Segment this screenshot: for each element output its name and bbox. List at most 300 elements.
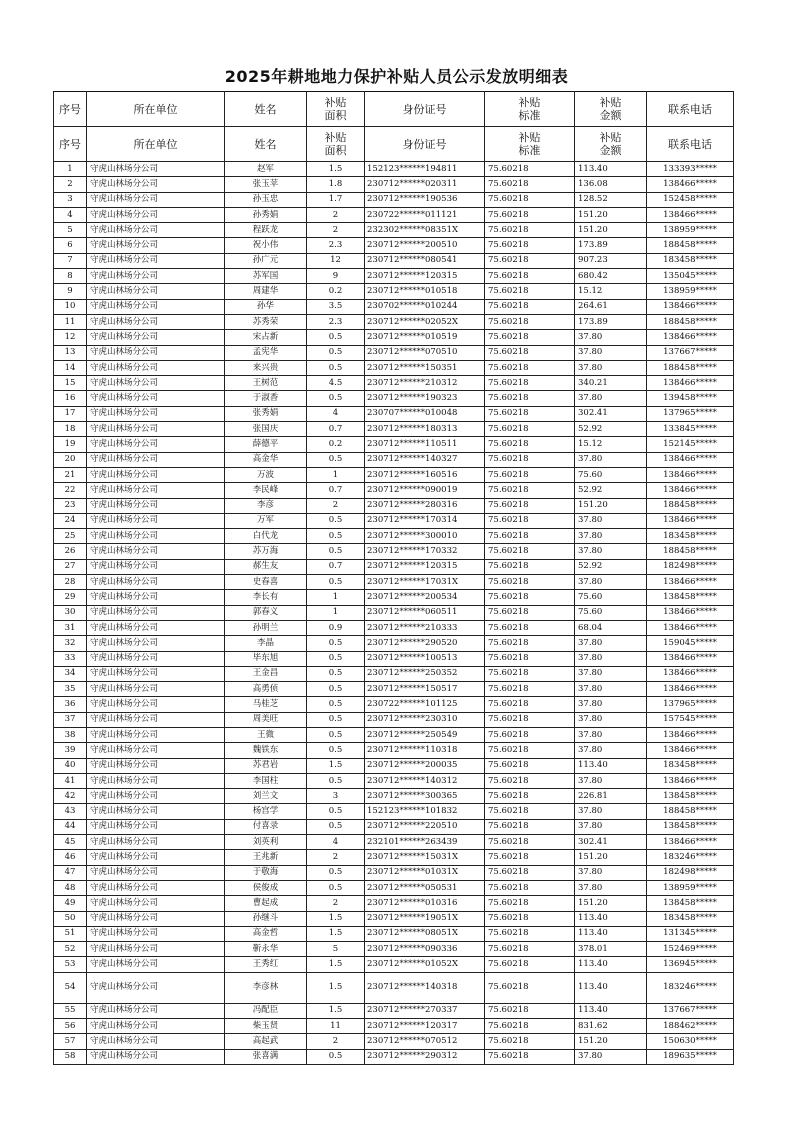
cell-index: 32 [54,636,87,651]
cell-unit: 守虎山林场分公司 [87,253,225,268]
cell-area: 3 [307,789,365,804]
cell-name: 李国柱 [225,773,307,788]
table-row [54,406,734,421]
cell-id-number: 230712******010316 [365,896,485,911]
cell-name: 高勇侦 [225,682,307,697]
cell-unit: 守虎山林场分公司 [87,666,225,681]
table-row [54,972,734,1003]
cell-phone: 136945***** [647,957,734,972]
cell-index: 1 [54,162,87,177]
cell-name: 万波 [225,467,307,482]
cell-phone: 135045***** [647,269,734,284]
cell-name: 孟宪华 [225,345,307,360]
cell-area: 0.5 [307,865,365,880]
table-row [54,835,734,850]
cell-index: 34 [54,666,87,681]
cell-phone: 138959***** [647,880,734,895]
cell-id-number: 230712******170332 [365,544,485,559]
cell-index: 16 [54,391,87,406]
cell-standard: 75.60218 [485,819,575,834]
cell-amount: 37.80 [575,880,647,895]
table-row [54,391,734,406]
cell-name: 于淑香 [225,391,307,406]
cell-id-number: 230712******300010 [365,529,485,544]
cell-index: 23 [54,498,87,513]
cell-index: 7 [54,253,87,268]
table-row [54,789,734,804]
cell-standard: 75.60218 [485,192,575,207]
cell-id-number: 230712******290520 [365,636,485,651]
cell-phone: 188458***** [647,498,734,513]
cell-unit: 守虎山林场分公司 [87,467,225,482]
cell-standard: 75.60218 [485,957,575,972]
cell-amount: 68.04 [575,620,647,635]
cell-standard: 75.60218 [485,376,575,391]
table-row [54,544,734,559]
cell-area: 0.5 [307,819,365,834]
cell-amount: 37.80 [575,819,647,834]
cell-standard: 75.60218 [485,972,575,1003]
cell-phone: 133393***** [647,162,734,177]
cell-unit: 守虎山林场分公司 [87,162,225,177]
cell-amount: 52.92 [575,559,647,574]
cell-id-number: 230712******100513 [365,651,485,666]
cell-standard: 75.60218 [485,253,575,268]
cell-amount: 113.40 [575,926,647,941]
cell-name: 苏军国 [225,269,307,284]
cell-name: 王兆新 [225,850,307,865]
cell-unit: 守虎山林场分公司 [87,529,225,544]
cell-phone: 138466***** [647,207,734,222]
cell-area: 1.5 [307,1003,365,1018]
cell-standard: 75.60218 [485,896,575,911]
cell-unit: 守虎山林场分公司 [87,238,225,253]
cell-amount: 37.80 [575,865,647,880]
cell-phone: 138466***** [647,452,734,467]
cell-standard: 75.60218 [485,758,575,773]
cell-unit: 守虎山林场分公司 [87,926,225,941]
cell-unit: 守虎山林场分公司 [87,804,225,819]
cell-standard: 75.60218 [485,575,575,590]
cell-unit: 守虎山林场分公司 [87,345,225,360]
table-row [54,513,734,528]
cell-phone: 188458***** [647,314,734,329]
cell-index: 15 [54,376,87,391]
cell-id-number: 230712******15031X [365,850,485,865]
cell-index: 5 [54,223,87,238]
cell-standard: 75.60218 [485,682,575,697]
table-header-row-repeat [54,127,734,162]
cell-standard: 75.60218 [485,467,575,482]
cell-phone: 137667***** [647,1003,734,1018]
cell-standard: 75.60218 [485,330,575,345]
cell-amount: 37.80 [575,773,647,788]
cell-phone: 188458***** [647,804,734,819]
cell-name: 李彦 [225,498,307,513]
cell-index: 39 [54,743,87,758]
cell-standard: 75.60218 [485,299,575,314]
cell-id-number: 230712******08051X [365,926,485,941]
cell-name: 马桂芝 [225,697,307,712]
cell-area: 0.9 [307,620,365,635]
cell-standard: 75.60218 [485,360,575,375]
cell-unit: 守虎山林场分公司 [87,192,225,207]
cell-name: 张玉苹 [225,177,307,192]
cell-phone: 138466***** [647,330,734,345]
table-row [54,957,734,972]
cell-amount: 113.40 [575,972,647,1003]
cell-index: 14 [54,360,87,375]
cell-area: 11 [307,1019,365,1034]
cell-area: 0.5 [307,544,365,559]
cell-area: 0.5 [307,330,365,345]
cell-name: 毕东旭 [225,651,307,666]
cell-phone: 150630***** [647,1034,734,1049]
cell-standard: 75.60218 [485,926,575,941]
cell-id-number: 230712******070510 [365,345,485,360]
cell-standard: 75.60218 [485,712,575,727]
cell-id-number: 230712******280316 [365,498,485,513]
cell-name: 孙广元 [225,253,307,268]
cell-index: 36 [54,697,87,712]
header-cell-index: 序号 [54,127,87,162]
cell-index: 19 [54,437,87,452]
cell-name: 冯配臣 [225,1003,307,1018]
cell-phone: 138466***** [647,773,734,788]
cell-id-number: 230712******250352 [365,666,485,681]
cell-standard: 75.60218 [485,911,575,926]
table-row [54,942,734,957]
header-standard-label: 补贴标准 [518,131,541,157]
table-row [54,926,734,941]
cell-id-number: 230712******010518 [365,284,485,299]
cell-name: 孙继斗 [225,911,307,926]
cell-standard: 75.60218 [485,483,575,498]
cell-area: 0.5 [307,697,365,712]
cell-name: 宋占新 [225,330,307,345]
cell-amount: 378.01 [575,942,647,957]
cell-unit: 守虎山林场分公司 [87,223,225,238]
cell-amount: 37.80 [575,666,647,681]
cell-index: 33 [54,651,87,666]
cell-name: 苏君岩 [225,758,307,773]
cell-standard: 75.60218 [485,773,575,788]
cell-area: 0.5 [307,391,365,406]
cell-standard: 75.60218 [485,835,575,850]
cell-phone: 138466***** [647,605,734,620]
cell-unit: 守虎山林场分公司 [87,1049,225,1064]
cell-standard: 75.60218 [485,238,575,253]
cell-id-number: 230712******210333 [365,620,485,635]
cell-standard: 75.60218 [485,850,575,865]
cell-standard: 75.60218 [485,605,575,620]
cell-index: 22 [54,483,87,498]
header-standard-label: 补贴标准 [518,96,541,122]
cell-standard: 75.60218 [485,804,575,819]
cell-area: 0.5 [307,682,365,697]
cell-amount: 302.41 [575,835,647,850]
cell-amount: 680.42 [575,269,647,284]
cell-phone: 159045***** [647,636,734,651]
table-row [54,697,734,712]
cell-area: 2 [307,498,365,513]
cell-amount: 340.21 [575,376,647,391]
cell-name: 高金哲 [225,926,307,941]
cell-name: 祝小伟 [225,238,307,253]
table-row [54,360,734,375]
cell-area: 2 [307,1034,365,1049]
cell-id-number: 230712******120317 [365,1019,485,1034]
cell-standard: 75.60218 [485,177,575,192]
cell-index: 18 [54,422,87,437]
cell-unit: 守虎山林场分公司 [87,330,225,345]
cell-id-number: 230712******270337 [365,1003,485,1018]
cell-standard: 75.60218 [485,1003,575,1018]
cell-standard: 75.60218 [485,590,575,605]
cell-area: 5 [307,942,365,957]
header-area-label: 补贴面积 [324,96,347,122]
cell-name: 柴玉贤 [225,1019,307,1034]
cell-name: 高起武 [225,1034,307,1049]
cell-area: 2.3 [307,238,365,253]
cell-phone: 183246***** [647,850,734,865]
cell-name: 来兴贵 [225,360,307,375]
cell-id-number: 230712******120315 [365,269,485,284]
cell-phone: 138959***** [647,284,734,299]
cell-name: 王秀红 [225,957,307,972]
cell-phone: 157545***** [647,712,734,727]
cell-amount: 113.40 [575,1003,647,1018]
cell-phone: 182498***** [647,559,734,574]
cell-index: 38 [54,727,87,742]
cell-phone: 152458***** [647,192,734,207]
cell-phone: 138466***** [647,483,734,498]
cell-index: 24 [54,513,87,528]
cell-area: 9 [307,269,365,284]
table-row [54,345,734,360]
table-row [54,452,734,467]
cell-index: 11 [54,314,87,329]
cell-id-number: 230712******220510 [365,819,485,834]
cell-amount: 15.12 [575,437,647,452]
cell-index: 54 [54,972,87,1003]
cell-name: 张秀娟 [225,406,307,421]
cell-index: 10 [54,299,87,314]
table-row [54,284,734,299]
cell-id-number: 230722******011121 [365,207,485,222]
table-row [54,850,734,865]
cell-index: 45 [54,835,87,850]
cell-amount: 151.20 [575,498,647,513]
cell-standard: 75.60218 [485,942,575,957]
cell-amount: 151.20 [575,896,647,911]
cell-phone: 183246***** [647,972,734,1003]
cell-area: 12 [307,253,365,268]
cell-id-number: 230722******101125 [365,697,485,712]
table-row [54,269,734,284]
cell-area: 2.3 [307,314,365,329]
table-row [54,483,734,498]
cell-index: 46 [54,850,87,865]
table-header-row [54,92,734,127]
page-title: 2025年耕地地力保护补贴人员公示发放明细表 [224,67,569,86]
cell-area: 0.5 [307,636,365,651]
cell-standard: 75.60218 [485,345,575,360]
cell-unit: 守虎山林场分公司 [87,422,225,437]
header-cell-unit: 所在单位 [87,92,225,127]
cell-id-number: 230712******070512 [365,1034,485,1049]
cell-area: 3.5 [307,299,365,314]
cell-id-number: 230712******200510 [365,238,485,253]
cell-unit: 守虎山林场分公司 [87,314,225,329]
cell-index: 4 [54,207,87,222]
cell-name: 张喜满 [225,1049,307,1064]
cell-index: 42 [54,789,87,804]
cell-id-number: 230712******01052X [365,957,485,972]
cell-id-number: 230712******140318 [365,972,485,1003]
table-row [54,192,734,207]
cell-standard: 75.60218 [485,162,575,177]
cell-index: 8 [54,269,87,284]
cell-index: 21 [54,467,87,482]
header-cell-id: 身份证号 [365,92,485,127]
table-row [54,314,734,329]
cell-area: 1.7 [307,192,365,207]
cell-unit: 守虎山林场分公司 [87,391,225,406]
cell-amount: 264.61 [575,299,647,314]
cell-name: 苏万海 [225,544,307,559]
cell-phone: 183458***** [647,253,734,268]
table-row [54,299,734,314]
cell-id-number: 230702******010244 [365,299,485,314]
cell-index: 51 [54,926,87,941]
cell-id-number: 230712******020311 [365,177,485,192]
cell-area: 1 [307,467,365,482]
table-row [54,422,734,437]
cell-id-number: 230712******300365 [365,789,485,804]
cell-phone: 188458***** [647,360,734,375]
cell-phone: 131345***** [647,926,734,941]
cell-unit: 守虎山林场分公司 [87,513,225,528]
cell-area: 0.2 [307,437,365,452]
cell-area: 0.5 [307,345,365,360]
cell-standard: 75.60218 [485,789,575,804]
cell-amount: 37.80 [575,727,647,742]
cell-phone: 138466***** [647,651,734,666]
cell-index: 2 [54,177,87,192]
cell-id-number: 230712******120315 [365,559,485,574]
table-row [54,437,734,452]
table-row [54,896,734,911]
cell-area: 0.5 [307,712,365,727]
cell-phone: 138458***** [647,896,734,911]
cell-amount: 37.80 [575,330,647,345]
cell-unit: 守虎山林场分公司 [87,207,225,222]
cell-amount: 37.80 [575,544,647,559]
cell-name: 魏铁东 [225,743,307,758]
cell-name: 白代龙 [225,529,307,544]
cell-amount: 136.08 [575,177,647,192]
cell-phone: 138959***** [647,223,734,238]
cell-id-number: 230712******090019 [365,483,485,498]
cell-id-number: 230712******230310 [365,712,485,727]
cell-name: 刘兰文 [225,789,307,804]
cell-unit: 守虎山林场分公司 [87,682,225,697]
cell-index: 49 [54,896,87,911]
table-row [54,880,734,895]
cell-name: 孙华 [225,299,307,314]
cell-standard: 75.60218 [485,498,575,513]
cell-standard: 75.60218 [485,391,575,406]
cell-name: 曹起成 [225,896,307,911]
cell-index: 35 [54,682,87,697]
cell-standard: 75.60218 [485,1034,575,1049]
cell-index: 30 [54,605,87,620]
cell-phone: 138458***** [647,789,734,804]
cell-name: 付喜录 [225,819,307,834]
cell-id-number: 230712******110318 [365,743,485,758]
cell-standard: 75.60218 [485,1019,575,1034]
cell-amount: 37.80 [575,804,647,819]
cell-area: 0.7 [307,483,365,498]
cell-area: 1.8 [307,177,365,192]
header-cell-unit: 所在单位 [87,127,225,162]
cell-index: 25 [54,529,87,544]
cell-index: 37 [54,712,87,727]
cell-name: 高金华 [225,452,307,467]
cell-standard: 75.60218 [485,880,575,895]
cell-name: 王微 [225,727,307,742]
cell-unit: 守虎山林场分公司 [87,1034,225,1049]
cell-phone: 137667***** [647,345,734,360]
table-row [54,177,734,192]
cell-unit: 守虎山林场分公司 [87,620,225,635]
header-cell-amount [575,127,647,162]
table-row [54,911,734,926]
cell-unit: 守虎山林场分公司 [87,559,225,574]
cell-area: 0.5 [307,666,365,681]
cell-phone: 138466***** [647,299,734,314]
cell-id-number: 230712******050531 [365,880,485,895]
cell-standard: 75.60218 [485,651,575,666]
cell-name: 万军 [225,513,307,528]
cell-name: 郝生友 [225,559,307,574]
cell-amount: 37.80 [575,452,647,467]
cell-id-number: 230712******210312 [365,376,485,391]
cell-name: 张国庆 [225,422,307,437]
table-row [54,559,734,574]
cell-name: 苏秀荣 [225,314,307,329]
cell-standard: 75.60218 [485,269,575,284]
cell-unit: 守虎山林场分公司 [87,177,225,192]
cell-amount: 15.12 [575,284,647,299]
cell-index: 3 [54,192,87,207]
cell-id-number: 230712******160516 [365,467,485,482]
cell-id-number: 230712******190536 [365,192,485,207]
cell-unit: 守虎山林场分公司 [87,360,225,375]
cell-unit: 守虎山林场分公司 [87,299,225,314]
table-row [54,620,734,635]
cell-area: 1.5 [307,957,365,972]
cell-unit: 守虎山林场分公司 [87,605,225,620]
cell-index: 40 [54,758,87,773]
header-cell-standard [485,127,575,162]
cell-amount: 151.20 [575,223,647,238]
cell-name: 程跃龙 [225,223,307,238]
cell-phone: 183458***** [647,911,734,926]
cell-standard: 75.60218 [485,223,575,238]
cell-amount: 113.40 [575,758,647,773]
